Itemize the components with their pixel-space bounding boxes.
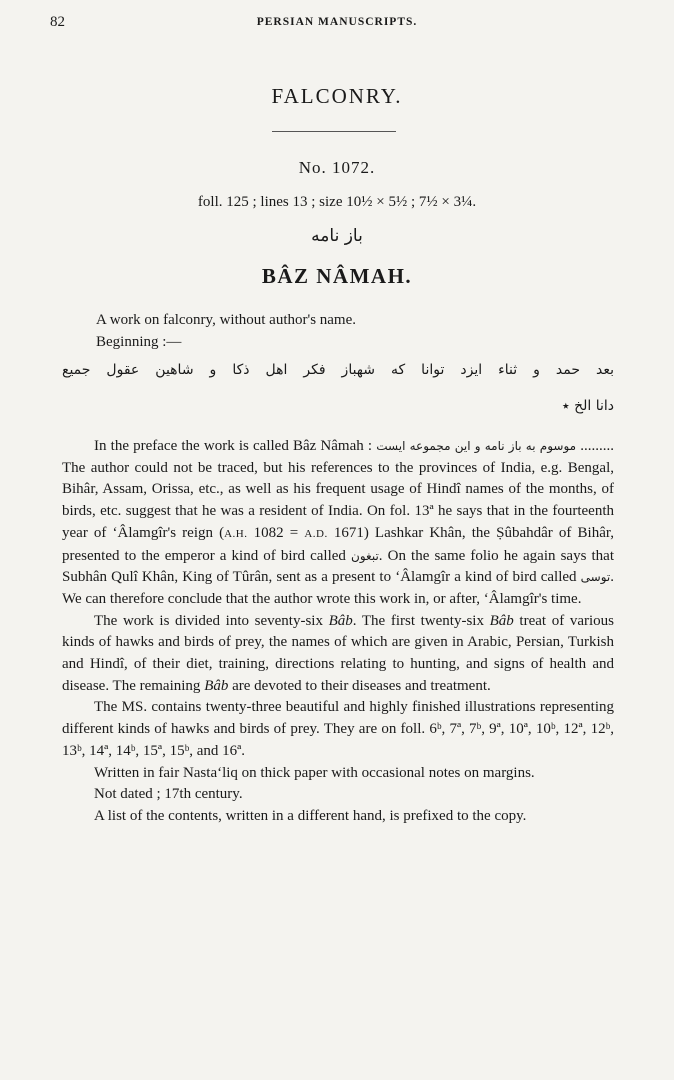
incipit-line-1: بعد حمد و ثناء ایزد توانا که شهباز فکر اهل ذکا و شاهین عقول جمیع: [62, 362, 614, 378]
section-title: FALCONRY.: [271, 84, 403, 108]
work-title: BÂZ NÂMAH.: [261, 264, 413, 288]
intro-block: [96, 310, 616, 353]
paragraph-illustrations: The MS. contains twenty-three beautiful and highly finished illustrations representing different kinds of hawks and birds of prey. They are on foll. 6ᵇ, 7ª, 7ᵇ, 9ª, 10ª, 10ᵇ, 12ª, 12ᵇ, 13ᵇ, 14ª, 14ᵇ, 15ª, 15ᵇ, and 16ª.: [62, 699, 614, 759]
page-header: [50, 14, 624, 36]
title-divider: [272, 131, 396, 132]
paragraph-date: Not dated ; 17th century.: [94, 786, 243, 803]
paragraph-preface: In the preface the work is called Bâz Nâmah : و این مجموعه ایست موسوم به باز نامه ......... The author could not be traced, but his references to the provinces of India, e.g. Bengal, Bihâr, Assam, Orissa, etc., as well as his frequent usage of Hindî names of the months, of birds, etc. suggest that he was a resident of India. On fol. 13ª he says that in the fourteenth year of ʻÂlamgîr's reign (A.H. 1082 = A.D. 1671) Lashkar Khân, the Ṣûbahdâr of Bihâr, presented to the emperor a kind of bird called تبغون. On the same folio he again says that Subhân Qulî Khân, King of Tûrân, sent as a present to ʻÂlamgîr a kind of bird called توسی. We can therefore conclude that the author wrote this work in, or after, ʻÂlamgîr's time.: [62, 438, 615, 607]
bird-name-1: تبغون: [351, 548, 379, 563]
incipit-line-2: دانا الخ ٭: [561, 398, 614, 414]
persian-quote-1: و این مجموعه ایست: [376, 439, 481, 453]
persian-quote-2: موسوم به باز نامه: [484, 439, 577, 453]
paragraph-structure: The work is divided into seventy-six Bâb. The first twenty-six Bâb treat of various kinds of hawks and birds of prey, the names of which are given in Arabic, Persian, Turkish and Hindî, of their diet, training, directions relating to hunting, and signs of health and disease. The remaining Bâb are devoted to their diseases and treatment.: [62, 612, 614, 694]
paragraph-contents: A list of the contents, written in a different hand, is prefixed to the copy.: [94, 807, 527, 824]
beginning-label: Beginning :—: [96, 333, 182, 350]
page-number: 82: [50, 14, 65, 30]
bird-name-2: توسی: [580, 570, 611, 585]
paragraph-script: Written in fair Nastaʻliq on thick paper with occasional notes on margins.: [94, 764, 535, 781]
running-head: PERSIAN MANUSCRIPTS.: [256, 16, 418, 28]
arabic-title: باز نامه: [311, 226, 363, 246]
intro-description: A work on falconry, without author's name.: [96, 312, 357, 328]
manuscript-number: No. 1072.: [298, 158, 376, 177]
description-body: [62, 436, 614, 828]
collation-line: foll. 125 ; lines 13 ; size 10½ × 5½ ; 7½ × 3¼.: [197, 194, 477, 210]
